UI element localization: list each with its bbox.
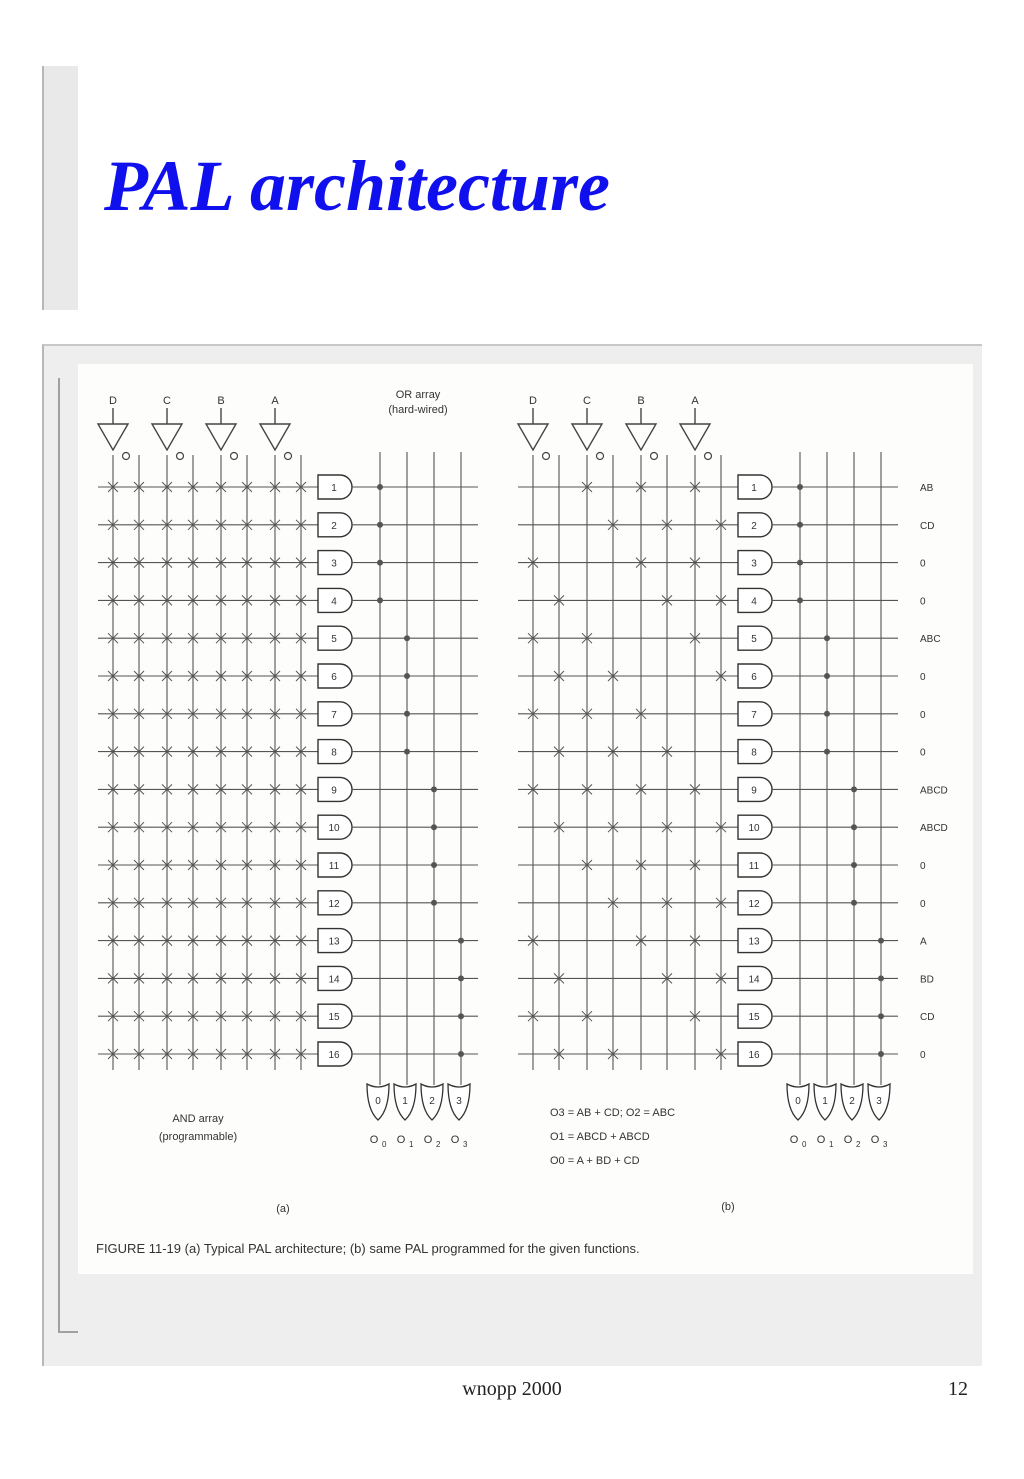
or-gate-number: 1 (822, 1096, 828, 1107)
equation-3: O0 = A + BD + CD (550, 1155, 640, 1167)
panel-a-label: (a) (276, 1203, 290, 1215)
or-gate-number: 1 (402, 1096, 408, 1107)
buffer-symbol (572, 424, 602, 450)
and-gate-number: 10 (748, 823, 760, 835)
output-subscript: 2 (436, 1140, 441, 1149)
term-output-label: 0 (920, 709, 926, 721)
input-label: C (163, 395, 171, 407)
output-label: O (816, 1134, 826, 1146)
term-output-label: ABCD (920, 823, 948, 835)
and-gate-number: 2 (751, 520, 757, 532)
and-gate-number: 16 (748, 1050, 760, 1061)
output-label: O (843, 1134, 853, 1146)
term-output-label: ABC (920, 634, 941, 646)
output-subscript: 3 (883, 1140, 888, 1149)
inverter-bubble (285, 453, 292, 460)
inverter-bubble (651, 453, 658, 460)
output-label: O (423, 1134, 433, 1146)
term-output-label: CD (920, 1012, 935, 1024)
inverter-bubble (177, 453, 184, 460)
and-gate-number: 6 (751, 672, 757, 683)
or-gate-number: 3 (456, 1096, 462, 1107)
and-gate-number: 13 (748, 936, 760, 948)
inverter-bubble (543, 453, 550, 460)
equation-1: O3 = AB + CD; O2 = ABC (550, 1107, 676, 1119)
and-gate-number: 3 (751, 558, 757, 570)
and-gate-number: 11 (328, 861, 340, 872)
output-subscript: 1 (409, 1140, 414, 1149)
and-gate-number: 5 (751, 634, 757, 646)
and-gate-number: 9 (751, 785, 757, 797)
output-subscript: 0 (802, 1140, 807, 1149)
slide-title: PAL architecture (104, 146, 610, 226)
buffer-symbol (152, 424, 182, 450)
inverter-bubble (705, 453, 712, 460)
output-subscript: 3 (463, 1140, 468, 1149)
and-gate-number: 3 (331, 558, 337, 570)
term-output-label: ABCD (920, 785, 948, 797)
output-label: O (369, 1134, 379, 1146)
or-gate-number: 2 (849, 1096, 855, 1107)
output-subscript: 2 (856, 1140, 861, 1149)
and-gate-number: 5 (331, 634, 337, 646)
output-subscript: 1 (829, 1140, 834, 1149)
output-label: O (396, 1134, 406, 1146)
buffer-symbol (626, 424, 656, 450)
buffer-symbol (260, 424, 290, 450)
figure-caption: FIGURE 11-19 (a) Typical PAL architecture; (b) same PAL programmed for the given functions. (96, 1241, 640, 1256)
input-label: B (217, 395, 225, 407)
term-output-label: 0 (920, 747, 926, 759)
panel-a (98, 395, 478, 1149)
term-output-label: 0 (920, 672, 926, 683)
and-gate-number: 1 (751, 483, 757, 494)
and-gate-number: 2 (331, 520, 337, 532)
input-label: D (109, 395, 117, 407)
output-label: O (789, 1134, 799, 1146)
term-output-label: 0 (920, 898, 926, 910)
term-output-label: AB (920, 483, 934, 494)
and-gate-number: 10 (328, 823, 340, 835)
or-gate-number: 0 (795, 1096, 801, 1107)
buffer-symbol (98, 424, 128, 450)
and-gate-number: 12 (328, 898, 340, 910)
input-label: B (637, 395, 645, 407)
and-gate-number: 1 (331, 483, 337, 494)
and-gate-number: 8 (331, 747, 337, 759)
term-output-label: 0 (920, 1050, 926, 1061)
and-gate-number: 12 (748, 898, 760, 910)
or-array-sublabel: (hard-wired) (388, 404, 448, 416)
footer-author: wnopp 2000 (462, 1378, 562, 1400)
and-gate-number: 4 (751, 596, 757, 608)
term-output-label: 0 (920, 596, 926, 608)
and-gate-number: 9 (331, 785, 337, 797)
input-label: C (583, 395, 591, 407)
and-gate-number: 14 (328, 974, 340, 986)
term-output-label: A (920, 936, 927, 948)
panel-b (518, 395, 948, 1149)
or-gate-number: 3 (876, 1096, 882, 1107)
and-gate-number: 11 (748, 861, 760, 872)
term-output-label: 0 (920, 558, 926, 570)
and-gate-number: 7 (751, 709, 757, 721)
and-gate-number: 16 (328, 1050, 340, 1061)
inverter-bubble (231, 453, 238, 460)
and-gate-number: 4 (331, 596, 337, 608)
figure-labels (96, 389, 735, 1256)
and-array-label: AND array (172, 1113, 224, 1125)
inverter-bubble (597, 453, 604, 460)
footer-page-number: 12 (948, 1378, 968, 1400)
and-gate-number: 15 (748, 1012, 760, 1024)
and-gate-number: 7 (331, 709, 337, 721)
output-label: O (450, 1134, 460, 1146)
and-gate-number: 6 (331, 672, 337, 683)
or-array-label: OR array (395, 389, 441, 401)
input-label: D (529, 395, 537, 407)
equation-2: O1 = ABCD + ABCD (550, 1131, 650, 1143)
or-gate-number: 0 (375, 1096, 381, 1107)
and-array-sublabel: (programmable) (158, 1131, 238, 1143)
and-gate-number: 14 (748, 974, 760, 986)
inverter-bubble (123, 453, 130, 460)
buffer-symbol (206, 424, 236, 450)
output-label: O (870, 1134, 880, 1146)
and-gate-number: 13 (328, 936, 340, 948)
buffer-symbol (680, 424, 710, 450)
input-label: A (691, 395, 699, 407)
term-output-label: BD (920, 974, 934, 986)
panel-b-label: (b) (721, 1201, 735, 1213)
or-gate-number: 2 (429, 1096, 435, 1107)
and-gate-number: 8 (751, 747, 757, 759)
buffer-symbol (518, 424, 548, 450)
term-output-label: 0 (920, 861, 926, 872)
term-output-label: CD (920, 520, 935, 532)
output-subscript: 0 (382, 1140, 387, 1149)
and-gate-number: 15 (328, 1012, 340, 1024)
input-label: A (271, 395, 279, 407)
